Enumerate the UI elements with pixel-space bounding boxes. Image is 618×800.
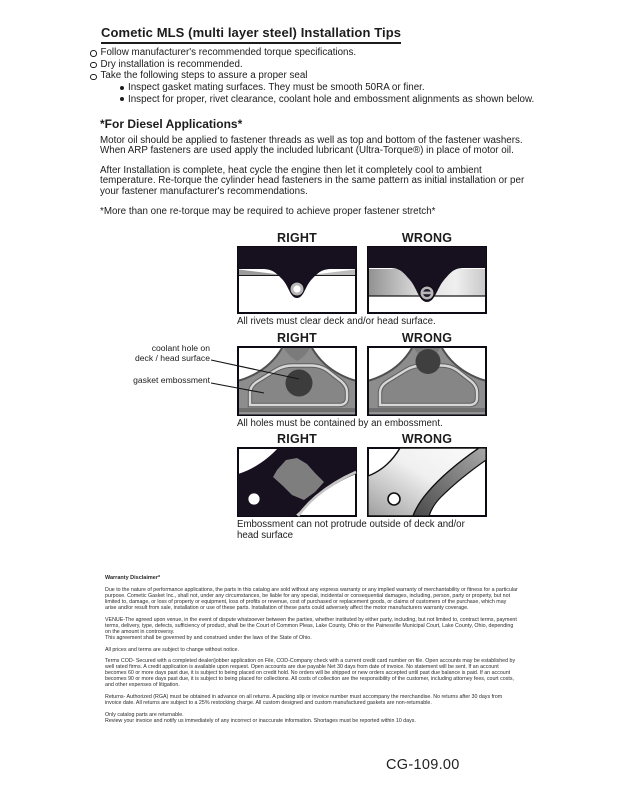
list-item bbox=[90, 70, 542, 82]
filled-bullet-icon bbox=[120, 97, 124, 101]
legal-paragraph: Due to the nature of performance applications, the parts in this catalog are sold without any express warranty or any implied warranty of merchantability or fitness for a particular purpose. Cometic Gasket Inc., shall not, under any circumstances, be liable for any special, incidental or consequential damages, including, person, party or property, but not limited to, damage, or loss of property or equipment, loss of profits or revenue, cost of purchased or replacement goods, or claims of customers of the purchase, which may arise and/or result from sale, installation or use of these parts. Installation of these parts could adversely affect the motor manufacturers warranty coverage. bbox=[105, 587, 518, 611]
diagram-callouts bbox=[112, 344, 210, 386]
catalog-page-code: CG-109.00 bbox=[386, 757, 460, 773]
list-item-text: Inspect gasket mating surfaces. They must be smooth 50RA or finer. bbox=[128, 82, 425, 94]
paragraph: Motor oil should be applied to fastener threads as well as top and bottom of the fastener washers. When ARP fasteners are used apply the included lubricant (Ultra-Torque®) in place of motor oil. bbox=[100, 134, 523, 157]
right-label: RIGHT bbox=[277, 231, 317, 245]
legal-paragraph: Terms COD- Secured with a completed dealer/jobber application on File, COD-Company check with a current credit card number on file. Open accounts may be established by well rated firms. A credit application is available upon request. Open accounts are due payable Net 30 days from date of invoice. No statement will be sent. If an account becomes 60 or more days past due, it is subject to being placed on credit hold. No orders will be shipped or new orders accepted until past due balance is paid. If an account becomes 90 or more days past due, it is subject to being placed for collections. All costs of collection are the responsibility of the customer, including attorney fees, court costs, and other expenses of litigation. bbox=[105, 658, 516, 689]
diagram-boxes bbox=[237, 246, 489, 314]
embossment-right-diagram bbox=[237, 447, 357, 517]
wrong-label: WRONG bbox=[401, 231, 453, 245]
callout-text: deck / head surface bbox=[134, 352, 210, 363]
open-bullet-icon bbox=[90, 62, 97, 69]
diagram-boxes bbox=[237, 346, 489, 416]
wrong-label: WRONG bbox=[401, 432, 453, 446]
diagram-row-rivets bbox=[237, 231, 489, 328]
wrong-label: WRONG bbox=[401, 331, 453, 345]
coolant-hole-right-diagram bbox=[237, 346, 357, 416]
diagram-boxes bbox=[237, 447, 489, 517]
list-item-text: Follow manufacturer's recommended torque specifications. bbox=[100, 47, 357, 58]
list-item-text: Dry installation is recommended. bbox=[100, 58, 243, 70]
legal-section bbox=[105, 575, 519, 730]
callout-gasket-embossment-label: gasket embossment bbox=[133, 375, 210, 386]
rivet-wrong-diagram bbox=[367, 246, 487, 314]
embossment-wrong-diagram bbox=[367, 447, 487, 517]
diesel-applications-section bbox=[100, 119, 528, 226]
legal-heading: Warranty Disclaimer* bbox=[105, 575, 161, 581]
paragraph: After Installation is complete, heat cycle the engine then let it completely cool to ambient temperature. Re-torque the cylinder head fasteners in the same pattern as initial installation or per your fastener manufacturer's recommendations. bbox=[100, 164, 525, 197]
legal-paragraph: Review your invoice and notify us immediately of any incorrect or inaccurate information. Shortages must be reported within 10 days. bbox=[105, 717, 416, 724]
legal-paragraph: Returns- Authorized (RGA) must be obtained in advance on all returns. A packing slip or invoice number must accompany the merchandise. No returns after 30 days from invoice date. All returns are subject to a 25% restocking charge. All custom designed and custom manufactured gaskets are non-returnable. bbox=[105, 694, 503, 707]
diagram-row-holes bbox=[237, 331, 489, 430]
legal-paragraph: Only catalog parts are returnable. bbox=[105, 711, 184, 718]
coolant-hole-wrong-diagram bbox=[367, 346, 487, 416]
legal-paragraph: VENUE-The agreed upon venue, in the event of dispute whatsoever between the parties, whether instituted by either party, including, but not limited to, contract terms, payment terms, delivery, type, defects, sufficiency of product, shall be the Court of Common Pleas, Lake County, Ohio or the Painesville Municipal Court, Lake County, Ohio, depending on the amount in controversy. bbox=[105, 616, 517, 635]
diagram-labels bbox=[237, 331, 489, 345]
list-item-text: Take the following steps to assure a proper seal bbox=[100, 70, 308, 82]
diagram-labels bbox=[237, 432, 489, 446]
diagram-caption: All rivets must clear deck and/or head surface. bbox=[237, 316, 436, 327]
diagram-caption: Embossment can not protrude outside of deck and/or head surface bbox=[237, 519, 465, 541]
list-item bbox=[90, 47, 542, 59]
open-bullet-icon bbox=[90, 74, 97, 81]
list-item bbox=[120, 94, 542, 106]
legal-paragraph: All prices and terms are subject to change without notice. bbox=[105, 646, 239, 653]
filled-bullet-icon bbox=[120, 86, 124, 90]
rivet-right-diagram bbox=[237, 246, 357, 314]
diagram-labels bbox=[237, 231, 489, 245]
diagram-row-embossment bbox=[237, 432, 489, 541]
paragraph: *More than one re-torque may be required to achieve proper fastener stretch* bbox=[100, 205, 436, 217]
installation-tips-list bbox=[90, 47, 542, 106]
open-bullet-icon bbox=[90, 50, 97, 57]
callout-coolant-hole-label bbox=[112, 344, 210, 363]
list-item bbox=[90, 59, 542, 71]
right-label: RIGHT bbox=[277, 432, 317, 446]
list-item-text: Inspect for proper, rivet clearance, coolant hole and embossment alignments as shown below. bbox=[128, 93, 535, 105]
diagram-caption: All holes must be contained by an embossment. bbox=[237, 418, 443, 429]
list-item bbox=[120, 82, 542, 94]
right-label: RIGHT bbox=[277, 331, 317, 345]
section-heading: *For Diesel Applications* bbox=[100, 117, 243, 131]
callout-text: coolant hole on bbox=[151, 343, 210, 353]
page-title: Cometic MLS (multi layer steel) Installation Tips bbox=[101, 25, 401, 44]
legal-paragraph: This agreement shall be governed by and construed under the laws of the State of Ohio. bbox=[105, 634, 312, 641]
